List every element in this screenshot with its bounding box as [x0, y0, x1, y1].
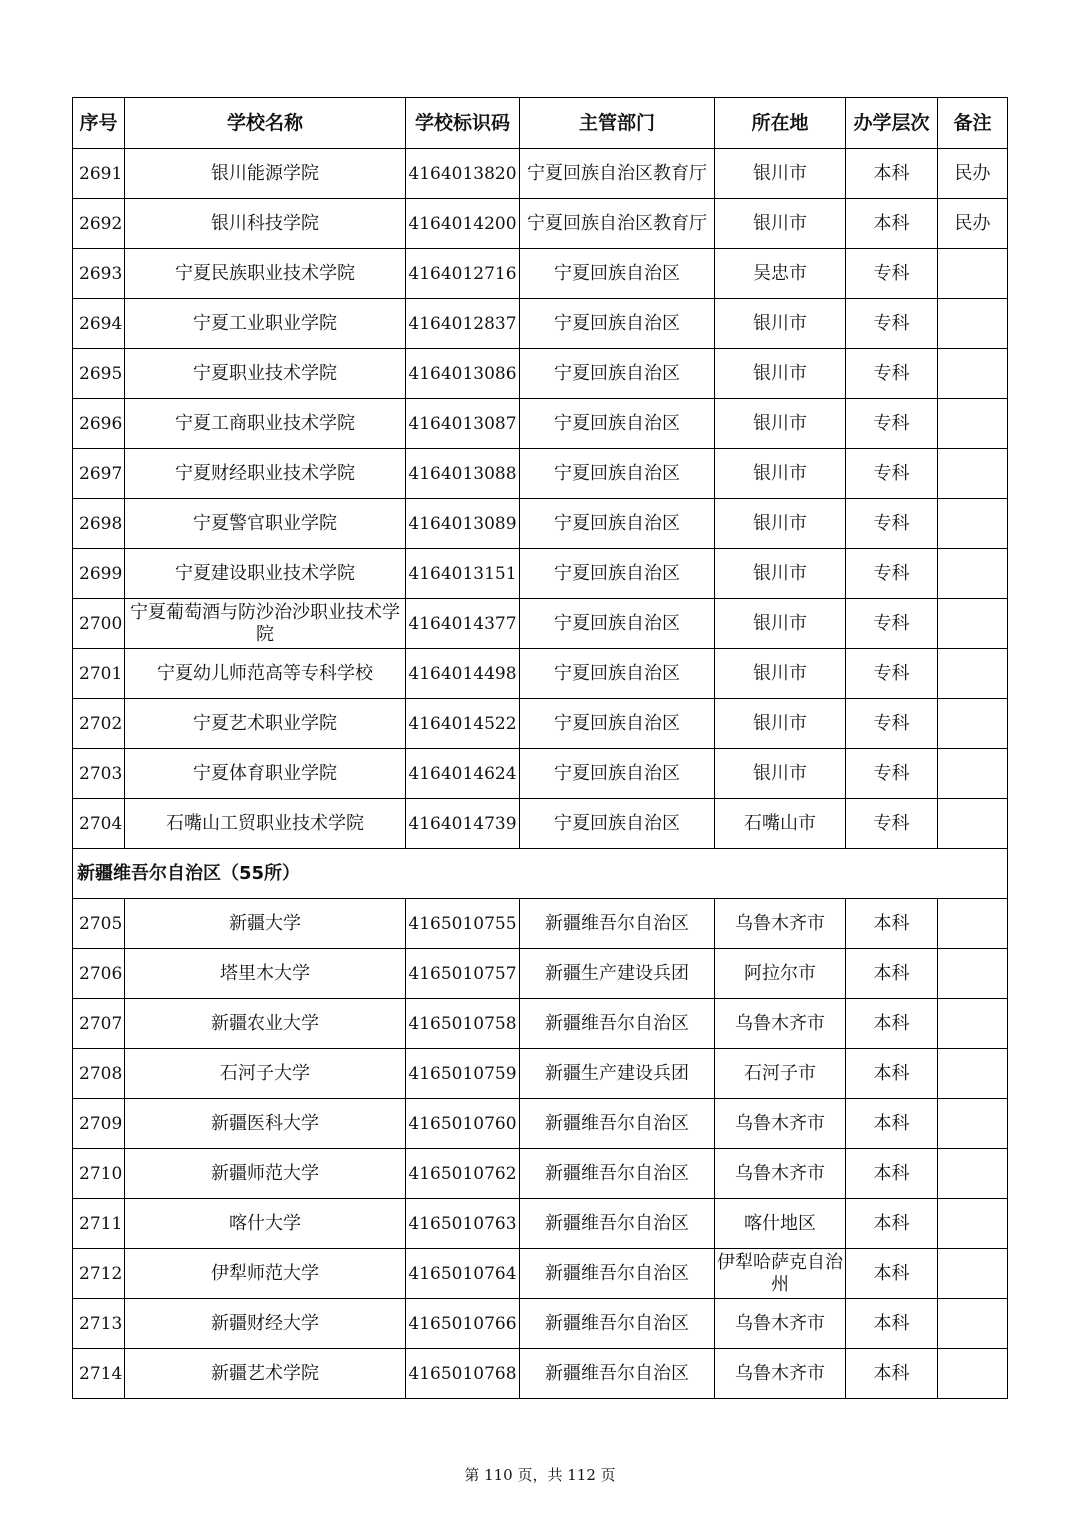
department: 宁夏回族自治区: [520, 449, 715, 499]
school-code: 4165010755: [406, 899, 520, 949]
school-name: 宁夏警官职业学院: [125, 499, 406, 549]
department: 新疆生产建设兵团: [520, 949, 715, 999]
header-location: 所在地: [715, 98, 846, 149]
school-code: 4164014739: [406, 799, 520, 849]
department: 宁夏回族自治区: [520, 499, 715, 549]
table-row: [73, 949, 1008, 999]
school-name: 宁夏财经职业技术学院: [125, 449, 406, 499]
row-number: 2698: [73, 499, 125, 549]
department: 宁夏回族自治区: [520, 549, 715, 599]
note: [938, 349, 1008, 399]
education-level: 本科: [846, 1349, 938, 1399]
row-number: 2708: [73, 1049, 125, 1099]
school-name: 石嘴山工贸职业技术学院: [125, 799, 406, 849]
table-row: [73, 1199, 1008, 1249]
education-level: 专科: [846, 549, 938, 599]
education-level: 本科: [846, 1099, 938, 1149]
education-level: 专科: [846, 449, 938, 499]
location: 伊犁哈萨克自治州: [715, 1249, 846, 1299]
department: 新疆维吾尔自治区: [520, 1249, 715, 1299]
education-level: 本科: [846, 999, 938, 1049]
header-level: 办学层次: [846, 98, 938, 149]
education-level: 专科: [846, 249, 938, 299]
department: 宁夏回族自治区: [520, 249, 715, 299]
school-name: 新疆大学: [125, 899, 406, 949]
school-code: 4164014498: [406, 649, 520, 699]
note: [938, 899, 1008, 949]
note: [938, 1349, 1008, 1399]
location: 银川市: [715, 599, 846, 649]
school-name: 伊犁师范大学: [125, 1249, 406, 1299]
location: 银川市: [715, 499, 846, 549]
location: 银川市: [715, 349, 846, 399]
location: 乌鲁木齐市: [715, 899, 846, 949]
note: 民办: [938, 149, 1008, 199]
school-code: 4164014377: [406, 599, 520, 649]
education-level: 本科: [846, 949, 938, 999]
school-code: 4165010766: [406, 1299, 520, 1349]
row-number: 2712: [73, 1249, 125, 1299]
school-code: 4165010760: [406, 1099, 520, 1149]
header-school-code: 学校标识码: [406, 98, 520, 149]
table-row: [73, 699, 1008, 749]
note: [938, 649, 1008, 699]
row-number: 2701: [73, 649, 125, 699]
education-level: 专科: [846, 699, 938, 749]
education-level: 专科: [846, 749, 938, 799]
school-code: 4164013087: [406, 399, 520, 449]
table-row: [73, 349, 1008, 399]
education-level: 专科: [846, 799, 938, 849]
school-name: 喀什大学: [125, 1199, 406, 1249]
location: 乌鲁木齐市: [715, 1299, 846, 1349]
department: 宁夏回族自治区教育厅: [520, 199, 715, 249]
department: 新疆维吾尔自治区: [520, 1099, 715, 1149]
department: 新疆维吾尔自治区: [520, 1349, 715, 1399]
school-name: 宁夏葡萄酒与防沙治沙职业技术学院: [125, 599, 406, 649]
row-number: 2696: [73, 399, 125, 449]
location: 石河子市: [715, 1049, 846, 1099]
location: 乌鲁木齐市: [715, 1099, 846, 1149]
location: 银川市: [715, 699, 846, 749]
table-body: [73, 149, 1008, 1399]
note: 民办: [938, 199, 1008, 249]
location: 银川市: [715, 649, 846, 699]
row-number: 2707: [73, 999, 125, 1049]
note: [938, 1149, 1008, 1199]
location: 银川市: [715, 449, 846, 499]
education-level: 本科: [846, 899, 938, 949]
table-row: [73, 499, 1008, 549]
table-row: [73, 199, 1008, 249]
education-level: 专科: [846, 349, 938, 399]
header-department: 主管部门: [520, 98, 715, 149]
section-title: 新疆维吾尔自治区（55所）: [73, 849, 1008, 899]
header-school-name: 学校名称: [125, 98, 406, 149]
row-number: 2705: [73, 899, 125, 949]
table-row: [73, 1249, 1008, 1299]
table-row: [73, 1049, 1008, 1099]
department: 新疆维吾尔自治区: [520, 1299, 715, 1349]
note: [938, 399, 1008, 449]
school-list-table: [72, 97, 1008, 1399]
department: 宁夏回族自治区: [520, 649, 715, 699]
row-number: 2702: [73, 699, 125, 749]
location: 银川市: [715, 149, 846, 199]
location: 阿拉尔市: [715, 949, 846, 999]
school-code: 4164013088: [406, 449, 520, 499]
school-name: 宁夏职业技术学院: [125, 349, 406, 399]
table-header-row: [73, 98, 1008, 149]
table-row: [73, 549, 1008, 599]
table-row: [73, 899, 1008, 949]
row-number: 2713: [73, 1299, 125, 1349]
education-level: 本科: [846, 1249, 938, 1299]
school-code: 4164014200: [406, 199, 520, 249]
row-number: 2699: [73, 549, 125, 599]
row-number: 2711: [73, 1199, 125, 1249]
row-number: 2693: [73, 249, 125, 299]
table-row: [73, 649, 1008, 699]
department: 新疆维吾尔自治区: [520, 1149, 715, 1199]
location: 乌鲁木齐市: [715, 1149, 846, 1199]
note: [938, 749, 1008, 799]
row-number: 2704: [73, 799, 125, 849]
department: 宁夏回族自治区: [520, 399, 715, 449]
note: [938, 1199, 1008, 1249]
department: 新疆维吾尔自治区: [520, 999, 715, 1049]
school-code: 4165010764: [406, 1249, 520, 1299]
school-code: 4164012716: [406, 249, 520, 299]
note: [938, 1099, 1008, 1149]
education-level: 本科: [846, 199, 938, 249]
school-name: 塔里木大学: [125, 949, 406, 999]
table-row: [73, 149, 1008, 199]
note: [938, 999, 1008, 1049]
school-code: 4164012837: [406, 299, 520, 349]
table-row: [73, 1349, 1008, 1399]
table-row: [73, 299, 1008, 349]
page-footer: 第 110 页，共 112 页: [464, 1466, 616, 1484]
department: 宁夏回族自治区: [520, 299, 715, 349]
note: [938, 799, 1008, 849]
location: 乌鲁木齐市: [715, 1349, 846, 1399]
education-level: 专科: [846, 499, 938, 549]
table-row: [73, 249, 1008, 299]
row-number: 2697: [73, 449, 125, 499]
education-level: 本科: [846, 1049, 938, 1099]
note: [938, 949, 1008, 999]
school-name: 宁夏民族职业技术学院: [125, 249, 406, 299]
row-number: 2703: [73, 749, 125, 799]
school-name: 新疆医科大学: [125, 1099, 406, 1149]
school-name: 石河子大学: [125, 1049, 406, 1099]
note: [938, 299, 1008, 349]
education-level: 本科: [846, 1149, 938, 1199]
school-code: 4164013089: [406, 499, 520, 549]
location: 石嘴山市: [715, 799, 846, 849]
location: 银川市: [715, 749, 846, 799]
school-code: 4165010768: [406, 1349, 520, 1399]
location: 吴忠市: [715, 249, 846, 299]
department: 新疆生产建设兵团: [520, 1049, 715, 1099]
table-row: [73, 599, 1008, 649]
school-name: 宁夏艺术职业学院: [125, 699, 406, 749]
note: [938, 1299, 1008, 1349]
note: [938, 499, 1008, 549]
row-number: 2706: [73, 949, 125, 999]
note: [938, 1249, 1008, 1299]
school-name: 宁夏幼儿师范高等专科学校: [125, 649, 406, 699]
note: [938, 449, 1008, 499]
school-name: 新疆财经大学: [125, 1299, 406, 1349]
row-number: 2692: [73, 199, 125, 249]
school-name: 银川科技学院: [125, 199, 406, 249]
school-code: 4164014522: [406, 699, 520, 749]
school-code: 4164013151: [406, 549, 520, 599]
location: 银川市: [715, 299, 846, 349]
school-name: 宁夏建设职业技术学院: [125, 549, 406, 599]
school-name: 宁夏体育职业学院: [125, 749, 406, 799]
note: [938, 599, 1008, 649]
education-level: 专科: [846, 399, 938, 449]
row-number: 2709: [73, 1099, 125, 1149]
row-number: 2691: [73, 149, 125, 199]
school-name: 银川能源学院: [125, 149, 406, 199]
education-level: 本科: [846, 1199, 938, 1249]
row-number: 2700: [73, 599, 125, 649]
table-row: [73, 799, 1008, 849]
row-number: 2694: [73, 299, 125, 349]
location: 乌鲁木齐市: [715, 999, 846, 1049]
department: 宁夏回族自治区: [520, 699, 715, 749]
school-code: 4165010758: [406, 999, 520, 1049]
education-level: 专科: [846, 649, 938, 699]
school-name: 宁夏工业职业学院: [125, 299, 406, 349]
school-name: 宁夏工商职业技术学院: [125, 399, 406, 449]
education-level: 专科: [846, 299, 938, 349]
education-level: 本科: [846, 1299, 938, 1349]
education-level: 专科: [846, 599, 938, 649]
location: 银川市: [715, 199, 846, 249]
location: 银川市: [715, 399, 846, 449]
table-row: [73, 749, 1008, 799]
note: [938, 549, 1008, 599]
department: 宁夏回族自治区教育厅: [520, 149, 715, 199]
school-code: 4165010762: [406, 1149, 520, 1199]
department: 新疆维吾尔自治区: [520, 899, 715, 949]
table-row: [73, 399, 1008, 449]
table-row: [73, 1299, 1008, 1349]
location: 银川市: [715, 549, 846, 599]
row-number: 2710: [73, 1149, 125, 1199]
department: 新疆维吾尔自治区: [520, 1199, 715, 1249]
row-number: 2714: [73, 1349, 125, 1399]
school-code: 4164013820: [406, 149, 520, 199]
department: 宁夏回族自治区: [520, 349, 715, 399]
note: [938, 1049, 1008, 1099]
department: 宁夏回族自治区: [520, 749, 715, 799]
school-code: 4164014624: [406, 749, 520, 799]
school-name: 新疆艺术学院: [125, 1349, 406, 1399]
section-row: [73, 849, 1008, 899]
school-name: 新疆师范大学: [125, 1149, 406, 1199]
school-code: 4165010757: [406, 949, 520, 999]
note: [938, 249, 1008, 299]
header-no: 序号: [73, 98, 125, 149]
education-level: 本科: [846, 149, 938, 199]
location: 喀什地区: [715, 1199, 846, 1249]
header-note: 备注: [938, 98, 1008, 149]
note: [938, 699, 1008, 749]
row-number: 2695: [73, 349, 125, 399]
table-row: [73, 449, 1008, 499]
school-code: 4165010763: [406, 1199, 520, 1249]
school-code: 4164013086: [406, 349, 520, 399]
table-row: [73, 1099, 1008, 1149]
department: 宁夏回族自治区: [520, 799, 715, 849]
table-row: [73, 1149, 1008, 1199]
table-row: [73, 999, 1008, 1049]
school-code: 4165010759: [406, 1049, 520, 1099]
department: 宁夏回族自治区: [520, 599, 715, 649]
school-name: 新疆农业大学: [125, 999, 406, 1049]
